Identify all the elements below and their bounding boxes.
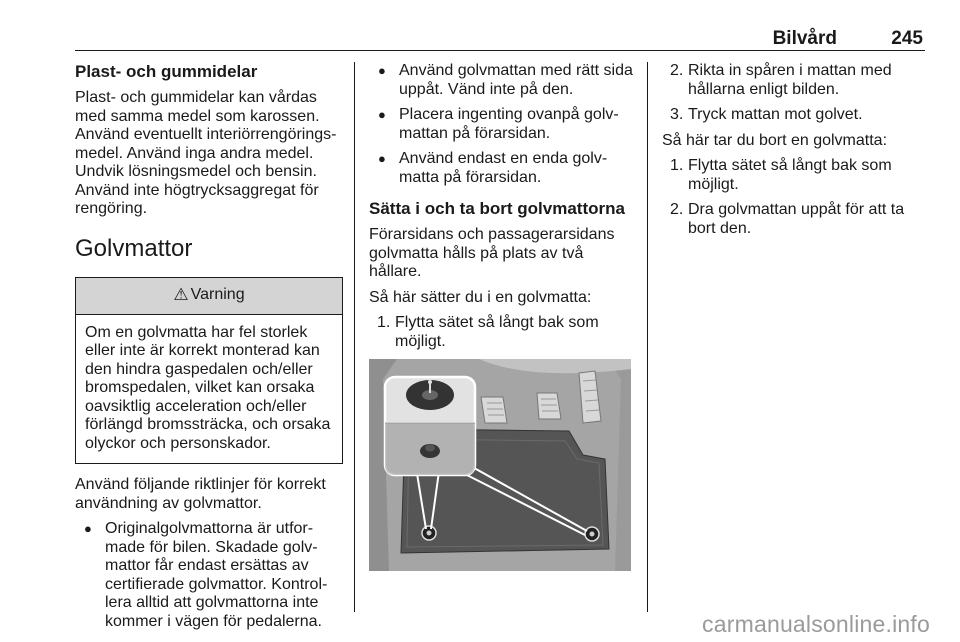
pedal-middle	[537, 393, 561, 419]
step-number: 2.	[670, 62, 684, 79]
paragraph-plast: Plast- och gummidelar kan vårdas med samma medel som karossen. Använd eventuellt interiörrengörings-medel. Använd inga andra medel. Undvik lösningsmedel och bensin. Använd inte högtrycksaggregat för rengöring.	[75, 89, 337, 217]
step-text: Rikta in spåren i mattan med hållarna enligt bilden.	[688, 62, 892, 98]
install-intro: Så här sätter du i en golvmatta:	[369, 288, 592, 306]
guideline-list	[75, 520, 343, 631]
list-item	[662, 201, 924, 238]
list-item: ● Placera ingenting ovanpå golv-mattan på förarsidan.	[369, 106, 637, 143]
page-number: 245	[891, 28, 923, 49]
column-divider-1	[354, 62, 355, 612]
warning-triangle-icon: ⚠	[173, 285, 189, 305]
list-item	[662, 106, 924, 125]
step-number: 2.	[670, 201, 684, 218]
column-divider-2	[647, 62, 648, 612]
step-number: 1.	[670, 157, 684, 174]
install-steps	[369, 314, 637, 351]
heading-satta-ta-bort: Sätta i och ta bort golvmattorna	[369, 199, 625, 218]
remove-steps	[662, 157, 924, 238]
step-text: Flytta sätet så långt bak som möjligt.	[395, 314, 599, 350]
watermark-text: carmanualsonline.info	[702, 611, 930, 637]
step-number: 1.	[377, 314, 391, 331]
warning-header	[76, 278, 342, 315]
column-2	[369, 62, 637, 571]
pedal-left	[481, 397, 507, 423]
remove-intro: Så här tar du bort en golvmatta:	[662, 131, 888, 149]
list-item	[662, 157, 924, 194]
column-1	[75, 62, 343, 638]
list-item: ● Använd endast en enda golv-matta på förarsidan.	[369, 150, 637, 187]
list-item	[662, 62, 924, 99]
warning-box	[75, 277, 343, 465]
install-steps-continued	[662, 62, 924, 125]
paragraph-intro: Använd följande riktlinjer för korrekt användning av golvmattor.	[75, 476, 326, 512]
step-text: Flytta sätet så långt bak som möjligt.	[688, 157, 892, 193]
list-item: ● Använd golvmattan med rätt sida uppåt. Vänd inte på den.	[369, 62, 637, 99]
step-text: Dra golvmattan uppåt för att ta bort den.	[688, 201, 905, 237]
warning-label: Varning	[190, 286, 245, 304]
paragraph-hallare: Förarsidans och passagerarsidans golvmatta hålls på plats av två hållare.	[369, 226, 615, 280]
warning-text: Om en golvmatta har fel storlek eller inte är korrekt monterad kan den hindra gaspedalen och/eller bromspedalen, vilket kan orsaka oavsiktlig acceleration och/eller förlängd bromssträcka, och orsaka olyckor och personskador.	[85, 323, 331, 452]
list-item	[369, 314, 637, 351]
floor-mat-illustration	[369, 359, 631, 571]
section-title: Bilvård	[772, 28, 837, 49]
step-text: Tryck mattan mot golvet.	[688, 106, 863, 123]
step-number: 3.	[670, 106, 684, 123]
guideline-list-continued	[369, 62, 637, 187]
column-3	[662, 62, 924, 245]
heading-golvmattor: Golvmattor	[75, 234, 193, 262]
list-item: ● Originalgolvmattorna är utfor-made för bilen. Skadade golv-mattor får endast ersättas av certifierade golvmattor. Kontrol-lera alltid att golvmattorna inte kommer i vägen för pedalerna.	[75, 520, 343, 631]
page-header	[75, 0, 925, 51]
heading-plast-gummidelar: Plast- och gummidelar	[75, 62, 258, 81]
